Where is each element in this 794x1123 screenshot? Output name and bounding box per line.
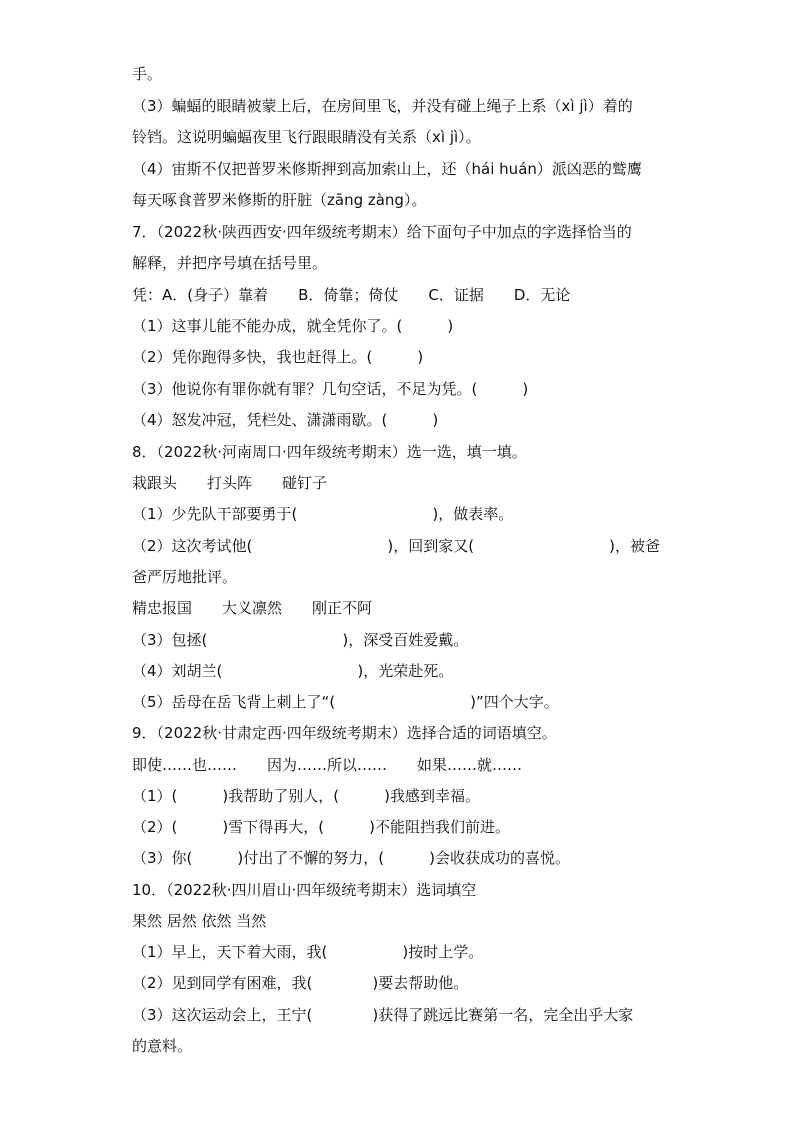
text-line: 爸严厉地批评。 bbox=[132, 568, 238, 586]
question-item: （3）包拯( )，深受百姓爱戴。 bbox=[132, 631, 469, 649]
question-item: （4）宙斯不仅把普罗米修斯押到高加索山上，还（hái huán）派凶恶的鹫鹰 bbox=[132, 160, 642, 178]
word-bank: 栽跟头 打头阵 碰钉子 bbox=[132, 474, 328, 492]
question-heading-10: 10．（2022秋·四川眉山·四年级统考期末）选词填空 bbox=[132, 881, 477, 899]
text-line: 每天啄食普罗米修斯的肝脏（zāng zàng）。 bbox=[132, 191, 427, 209]
question-item: （2）凭你跑得多快，我也赶得上。( ) bbox=[132, 348, 424, 366]
question-item: （3）蝙蝠的眼睛被蒙上后，在房间里飞，并没有碰上绳子上系（xì jì）着的 bbox=[132, 97, 633, 115]
question-item: （3）他说你有罪你就有罪？几句空话，不足为凭。( ) bbox=[132, 380, 529, 398]
word-bank: 果然 居然 依然 当然 bbox=[132, 912, 267, 930]
question-item: （1）( )我帮助了别人，( )我感到幸福。 bbox=[132, 787, 480, 805]
question-heading-8: 8．（2022秋·河南周口·四年级统考期末）选一选，填一填。 bbox=[132, 443, 527, 461]
text-line: 解释，并把序号填在括号里。 bbox=[132, 254, 328, 272]
word-bank: 即使……也…… 因为……所以…… 如果……就…… bbox=[132, 756, 523, 774]
word-bank: 精忠报国 大义凛然 刚正不阿 bbox=[132, 599, 373, 617]
question-item: （4）刘胡兰( )，光荣赴死。 bbox=[132, 662, 454, 680]
option-line: 凭：A．(身子）靠着 B．倚靠；倚仗 C．证据 D．无论 bbox=[132, 286, 571, 304]
question-item: （2）这次考试他( )，回到家又( )，被爸 bbox=[132, 537, 660, 555]
question-item: （1）早上，天下着大雨，我( )按时上学。 bbox=[132, 943, 484, 961]
question-heading-7: 7．（2022秋·陕西西安·四年级统考期末）给下面句子中加点的字选择恰当的 bbox=[132, 223, 632, 241]
question-item: （3）你( )付出了不懈的努力，( )会收获成功的喜悦。 bbox=[132, 849, 570, 867]
question-item: （4）怒发冲冠，凭栏处、潇潇雨歇。( ) bbox=[132, 411, 439, 429]
text-line: 的意料。 bbox=[132, 1037, 193, 1055]
question-item: （2）见到同学有困难，我( )要去帮助他。 bbox=[132, 974, 469, 992]
question-item: （1）少先队干部要勇于( )，做表率。 bbox=[132, 505, 514, 523]
question-item: （3）这次运动会上，王宁( )获得了跳远比赛第一名，完全出乎大家 bbox=[132, 1006, 634, 1024]
text-line: 铃铛。这说明蝙蝠夜里飞行跟眼睛没有关系（xì jì）。 bbox=[132, 128, 481, 146]
question-item: （5）岳母在岳飞背上刺上了“( )”四个大字。 bbox=[132, 693, 559, 711]
question-item: （2）( )雪下得再大，( )不能阻挡我们前进。 bbox=[132, 818, 510, 836]
question-heading-9: 9．（2022秋·甘肃定西·四年级统考期末）选择合适的词语填空。 bbox=[132, 724, 557, 742]
text-line: 手。 bbox=[132, 65, 163, 83]
question-item: （1）这事儿能不能办成，就全凭你了。( ) bbox=[132, 317, 454, 335]
